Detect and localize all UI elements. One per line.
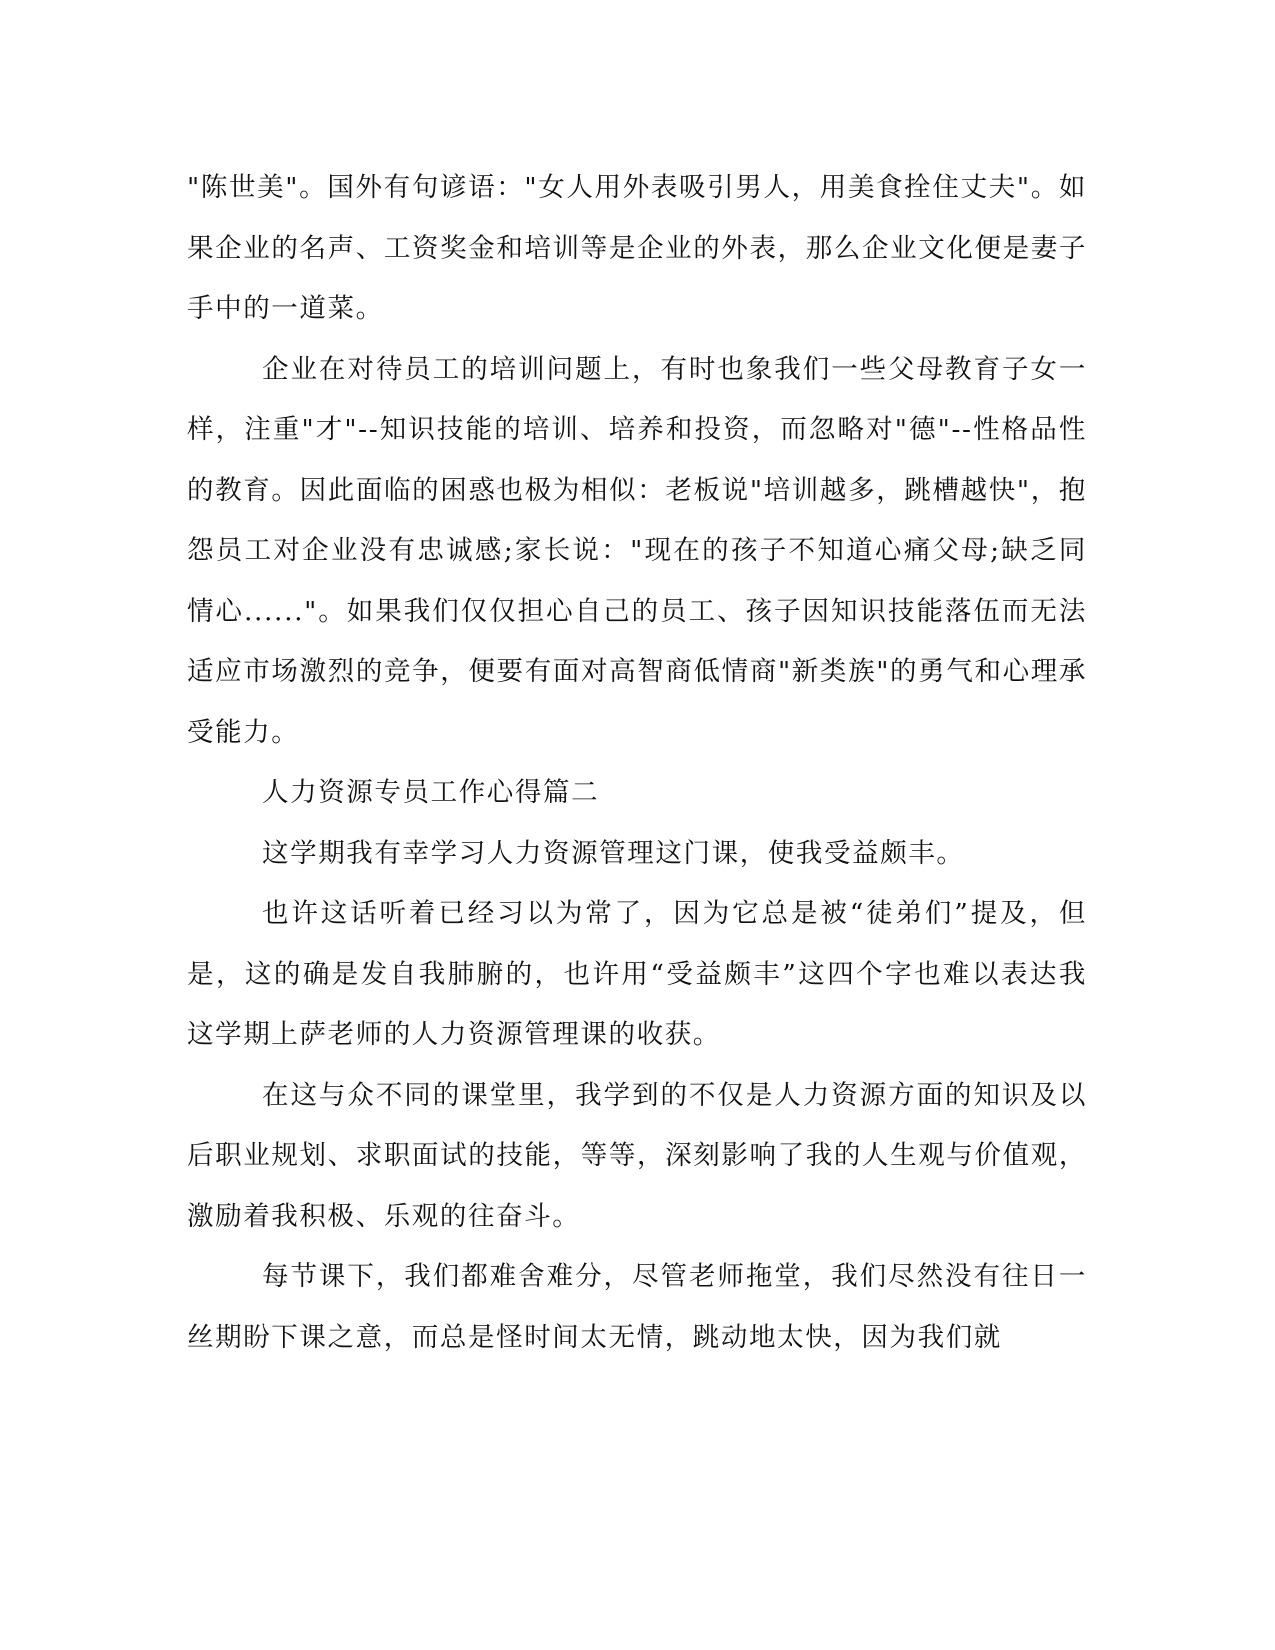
paragraph-continuation: "陈世美"。国外有句谚语："女人用外表吸引男人，用美食拴住丈夫"。如果企业的名声、工资奖金和培训等是企业的外表，那么企业文化便是妻子手中的一道菜。 — [187, 172, 1087, 324]
paragraph-after-class: 每节课下，我们都难舍难分，尽管老师拖堂，我们尽然没有往日一丝期盼下课之意，而总是怪时间太无情，跳动地太快，因为我们就 — [187, 1261, 1087, 1353]
document-body — [187, 158, 1087, 1368]
paragraph-classroom: 在这与众不同的课堂里，我学到的不仅是人力资源方面的知识及以后职业规划、求职面试的技能，等等，深刻影响了我的人生观与价值观，激励着我积极、乐观的往奋斗。 — [187, 1079, 1087, 1232]
paragraph-training: 企业在对待员工的培训问题上，有时也象我们一些父母教育子女一样，注重"才"--知识技能的培训、培养和投资，而忽略对"德"--性格品性的教育。因此面临的困惑也极为相似：老板说"培训越多，跳槽越快"，抱怨员工对企业没有忠诚感;家长说："现在的孩子不知道心痛父母;缺乏同情心......"。如果我们仅仅担心自己的员工、孩子因知识技能落伍而无法适应市场激烈的竞争，便要有面对高智商低情商"新类族"的勇气和心理承受能力。 — [187, 353, 1087, 748]
paragraph-reflection: 也许这话听着已经习以为常了，因为它总是被“徒弟们”提及，但是，这的确是发自我肺腑的，也许用“受益颇丰”这四个字也难以表达我这学期上萨老师的人力资源管理课的收获。 — [187, 898, 1087, 1050]
section-heading: 人力资源专员工作心得篇二 — [262, 777, 600, 808]
paragraph-intro: 这学期我有幸学习人力资源管理这门课，使我受益颇丰。 — [262, 837, 965, 869]
